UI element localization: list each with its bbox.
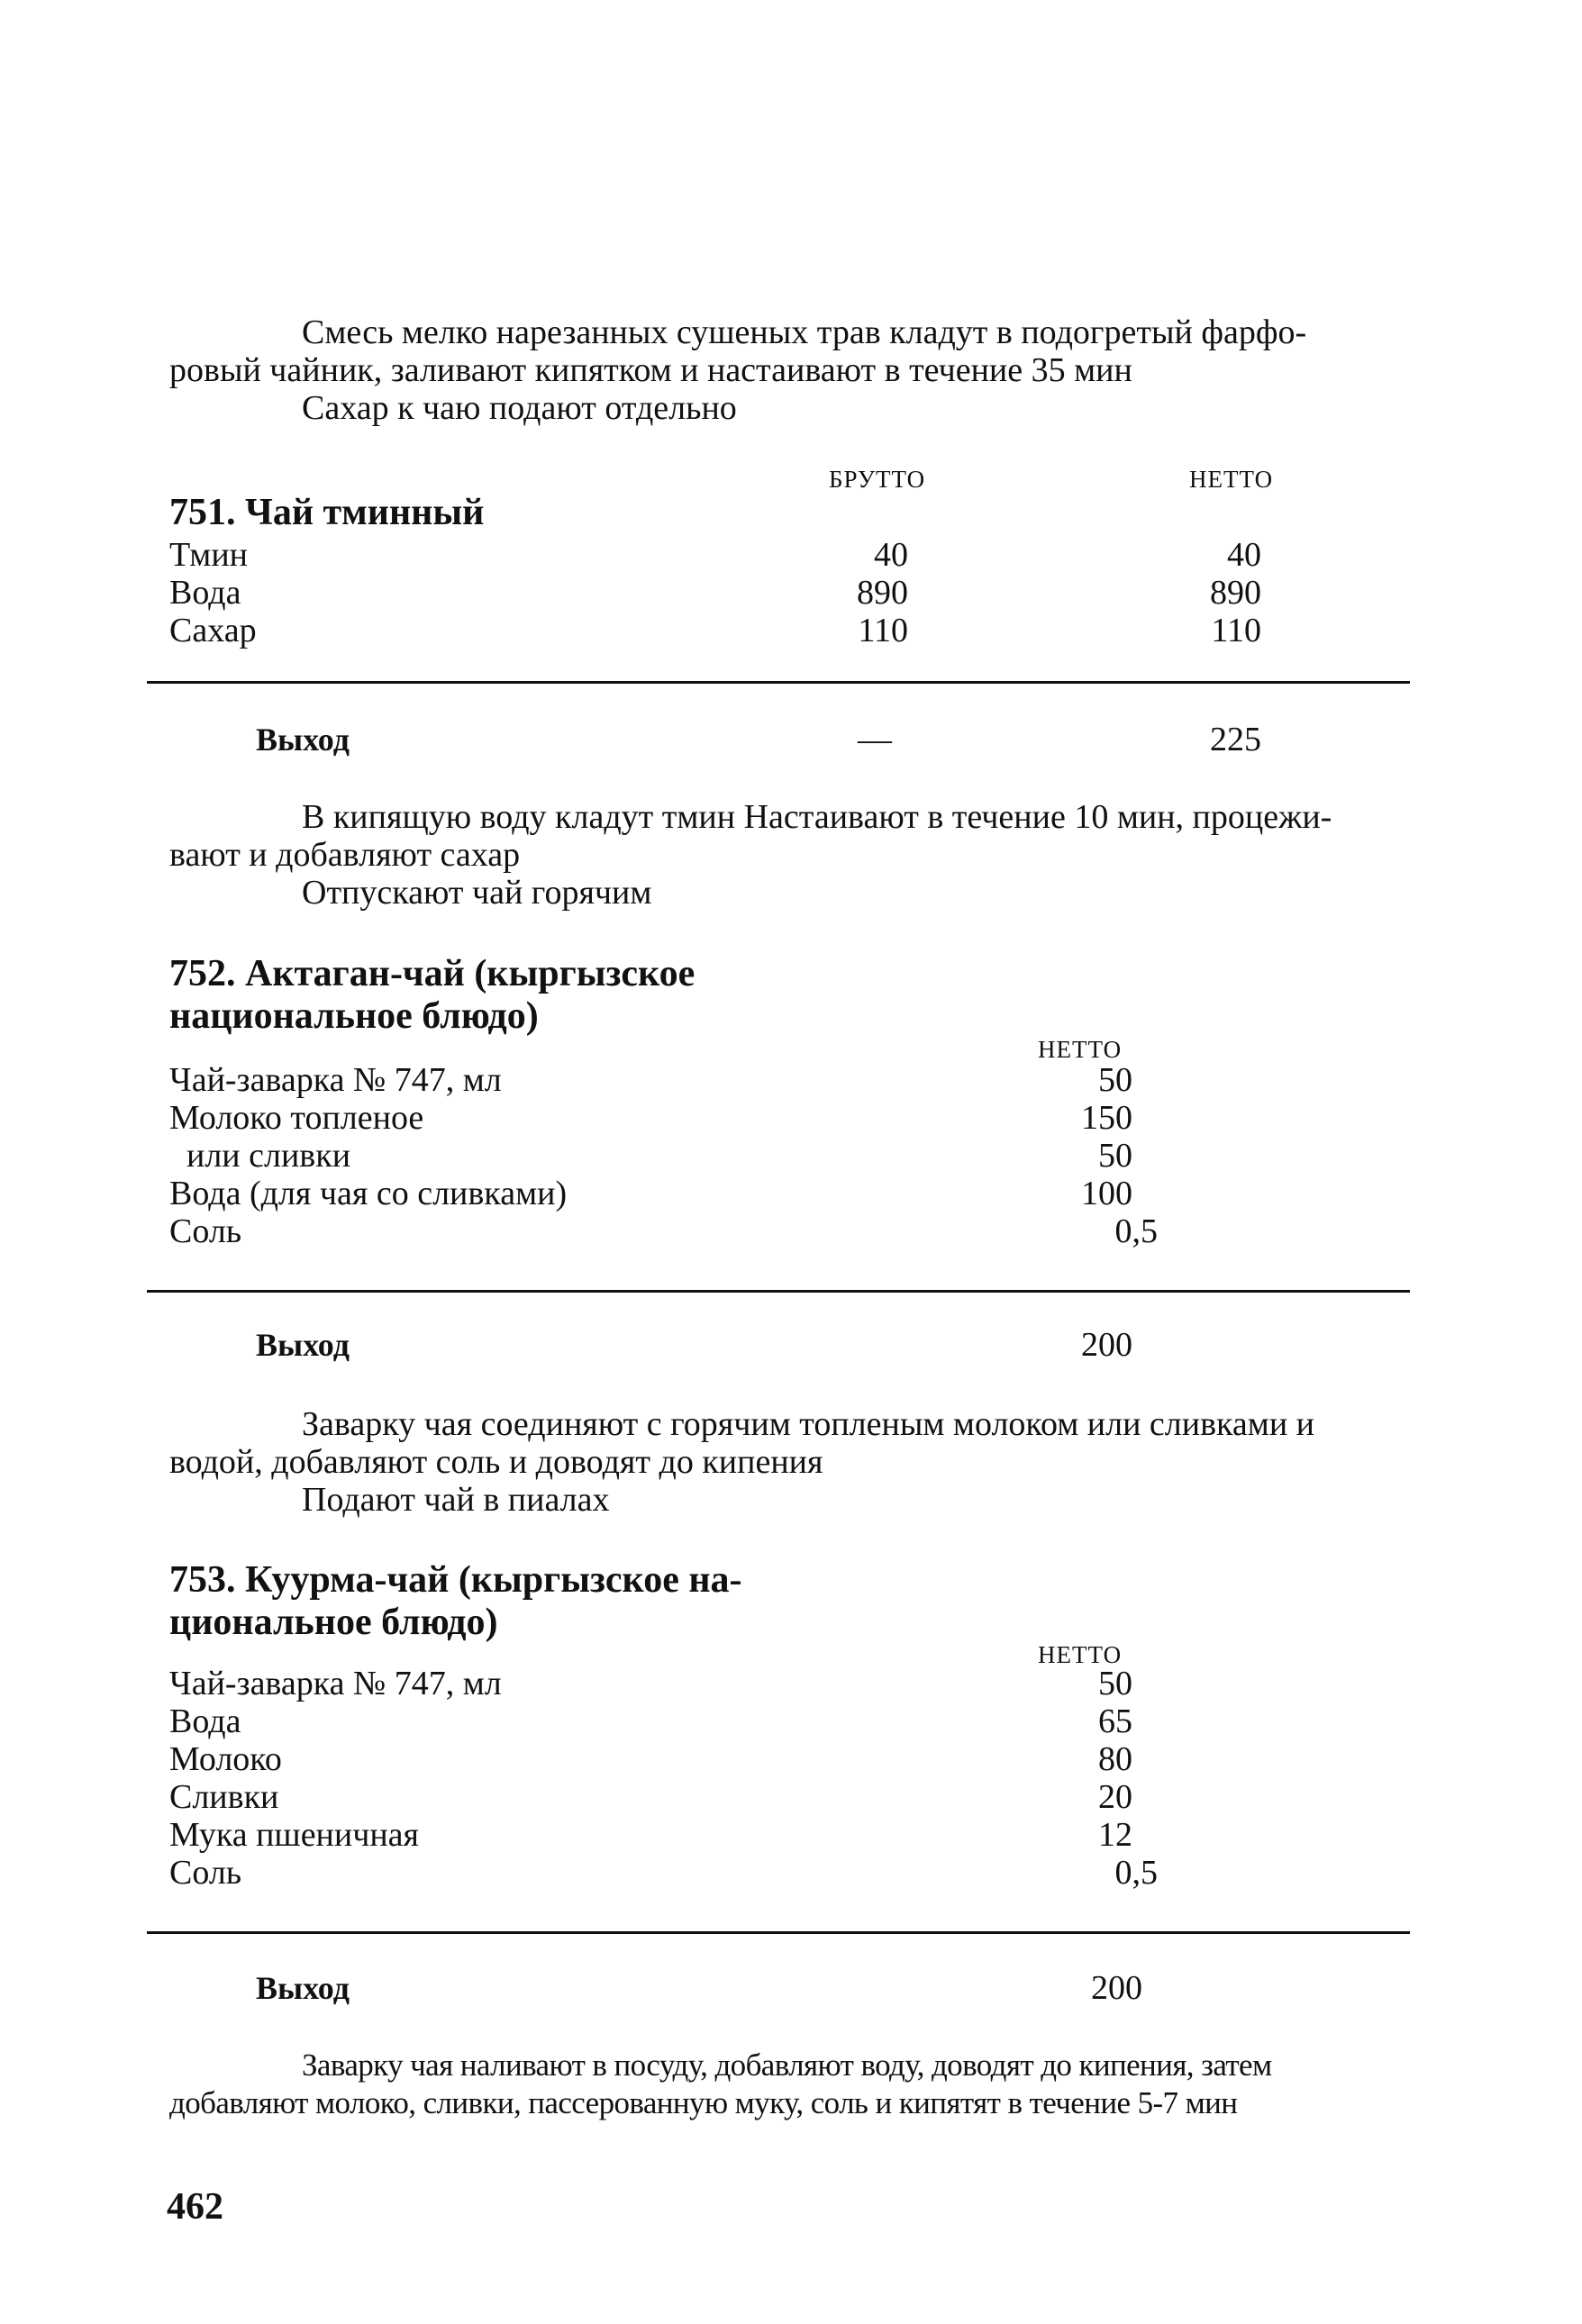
ingredient-name: Вода (169, 1702, 241, 1740)
yield-brutto: — (858, 721, 892, 758)
yield-label: Выход (256, 722, 350, 758)
note-line-1: В кипящую воду кладут тмин Настаивают в течение 10 мин, процежи- (302, 798, 1332, 836)
note-line-2: вают и добавляют сахар (169, 836, 521, 874)
recipe-752-title-line-2: национальное блюдо) (169, 995, 539, 1037)
ingredient-netto: 150 (1081, 1099, 1132, 1137)
note-line-1: Заварку чая соединяют с горячим топленым молоком или сливками и (302, 1405, 1315, 1443)
ingredient-netto: 890 (1210, 574, 1261, 612)
ingredient-netto: 80 (1098, 1740, 1132, 1778)
intro-line-3: Сахар к чаю подают отдельно (302, 389, 737, 427)
intro-line-2: ровый чайник, заливают кипятком и настаивают в течение 35 мин (169, 351, 1132, 389)
note-line-3: Подают чай в пиалах (302, 1481, 610, 1519)
ingredient-name: Вода (169, 574, 241, 612)
yield-netto: 225 (1210, 721, 1261, 758)
ingredient-name: Вода (для чая со сливками) (169, 1175, 568, 1212)
ingredient-netto: 0,5 (1114, 1212, 1158, 1250)
note-line-2: водой, добавляют соль и доводят до кипения (169, 1443, 823, 1481)
intro-line-1: Смесь мелко нарезанных сушеных трав кладут в подогретый фарфо- (302, 313, 1307, 351)
ingredient-netto: 40 (1227, 536, 1261, 574)
ingredient-netto: 50 (1098, 1061, 1132, 1099)
ingredient-netto: 0,5 (1114, 1854, 1158, 1892)
yield-label: Выход (256, 1327, 350, 1363)
ingredient-name: Чай-заварка № 747, мл (169, 1061, 502, 1099)
column-header-netto: НЕТТО (1038, 1641, 1123, 1668)
ingredient-name: Соль (169, 1212, 242, 1250)
ingredient-netto: 100 (1081, 1175, 1132, 1212)
recipe-752-title-line-1: 752. Актаган-чай (кыргызское (169, 953, 696, 994)
ingredient-netto: 50 (1098, 1665, 1132, 1702)
ingredient-name: Мука пшеничная (169, 1816, 420, 1854)
page-number: 462 (167, 2186, 223, 2228)
note-line-3: Отпускают чай горячим (302, 874, 652, 912)
note-line-1: Заварку чая наливают в посуду, добавляют воду, доводят до кипения, затем (302, 2047, 1272, 2083)
ingredient-brutto: 890 (857, 574, 908, 612)
ingredient-name: Сливки (169, 1778, 279, 1816)
yield-netto: 200 (1081, 1326, 1132, 1364)
divider-rule (147, 681, 1410, 684)
column-header-netto: НЕТТО (1038, 1036, 1123, 1063)
note-line-2: добавляют молоко, сливки, пассерованную муку, соль и кипятят в течение 5-7 мин (169, 2085, 1238, 2120)
divider-rule (147, 1290, 1410, 1293)
column-header-netto: НЕТТО (1189, 466, 1274, 493)
ingredient-name: Молоко (169, 1740, 282, 1778)
ingredient-name: Чай-заварка № 747, мл (169, 1665, 502, 1702)
ingredient-netto: 12 (1098, 1816, 1132, 1854)
ingredient-name: Соль (169, 1854, 242, 1892)
yield-netto: 200 (1091, 1969, 1142, 2007)
recipe-753-title-line-1: 753. Куурма-чай (кыргызское на- (169, 1559, 742, 1601)
ingredient-brutto: 110 (858, 612, 908, 649)
ingredient-brutto: 40 (874, 536, 908, 574)
ingredient-name: Тмин (169, 536, 248, 574)
ingredient-netto: 20 (1098, 1778, 1132, 1816)
ingredient-netto: 50 (1098, 1137, 1132, 1175)
ingredient-name: или сливки (169, 1137, 351, 1175)
ingredient-name: Сахар (169, 612, 257, 649)
column-header-brutto: БРУТТО (829, 466, 926, 493)
ingredient-netto: 110 (1211, 612, 1261, 649)
ingredient-name: Молоко топленое (169, 1099, 424, 1137)
yield-label: Выход (256, 1970, 350, 2006)
ingredient-netto: 65 (1098, 1702, 1132, 1740)
recipe-751-title: 751. Чай тминный (169, 492, 485, 533)
divider-rule (147, 1931, 1410, 1934)
recipe-753-title-line-2: циональное блюдо) (169, 1602, 498, 1643)
